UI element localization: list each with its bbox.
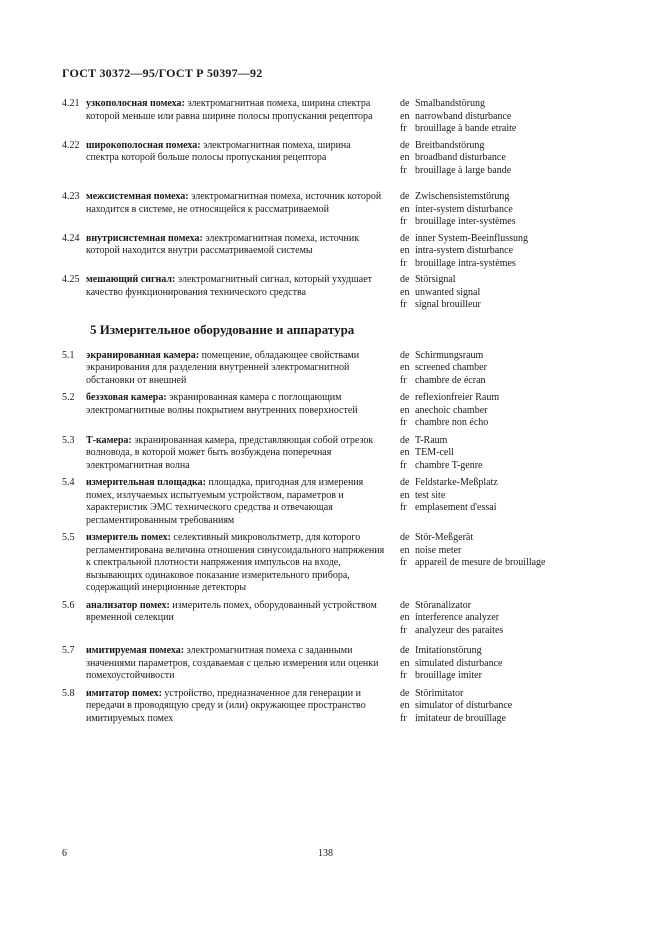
term-name: внутрисистемная помеха: <box>86 232 203 244</box>
entry-definition <box>86 233 386 271</box>
language-code: en <box>400 489 410 501</box>
term-entry <box>62 688 522 726</box>
translated-term: emplasement d'essai <box>415 502 497 513</box>
entry-number: 4.25 <box>62 274 80 285</box>
term-name: узкополосная помеха: <box>86 98 185 109</box>
translation-row <box>400 258 550 271</box>
translated-term: T-Raum <box>415 434 448 446</box>
translated-term: Imitationstörung <box>415 645 482 656</box>
translation-row <box>400 152 550 165</box>
translation-row <box>400 191 550 204</box>
translations <box>400 98 550 136</box>
language-code: de <box>400 274 410 285</box>
entry-number: 5.1 <box>62 349 75 361</box>
language-code: en <box>400 245 410 256</box>
translated-term: Breitbandstörung <box>415 139 485 151</box>
entry-definition <box>86 392 386 430</box>
term-name: широкополосная помеха: <box>86 139 201 151</box>
translations <box>400 477 550 527</box>
translations <box>400 600 550 638</box>
translation-row <box>400 140 550 153</box>
entry-number: 5.8 <box>62 687 75 699</box>
language-code: de <box>400 687 410 699</box>
translated-term: intra-system disturbance <box>415 245 514 256</box>
entry-number: 5.3 <box>62 434 75 446</box>
translated-term: Störimitator <box>415 687 464 699</box>
translation-row <box>400 490 550 503</box>
entry-number: 4.21 <box>62 98 80 109</box>
definition-text: электромагнитный сигнал, который ухудшает качество функционирования технического средства <box>86 274 373 298</box>
translations <box>400 191 550 229</box>
translated-term: screened chamber <box>415 362 487 373</box>
translated-term: interference analyzer <box>415 612 500 623</box>
entry-definition <box>86 688 386 726</box>
translation-row <box>400 612 550 625</box>
translated-term: Zwischensistemstörung <box>415 191 510 202</box>
term-entry <box>62 98 522 136</box>
translated-term: TEM-cell <box>415 447 454 458</box>
page-number-left: 6 <box>62 848 67 859</box>
term-group-4 <box>62 98 529 312</box>
entry-definition <box>86 350 386 388</box>
translated-term: brouillage à bande etraite <box>415 123 517 134</box>
language-code: de <box>400 532 410 543</box>
translation-row <box>400 216 550 229</box>
translated-term: brouillage à large bande <box>415 164 512 176</box>
language-code: en <box>400 657 410 669</box>
term-entry <box>62 140 522 178</box>
translation-row <box>400 460 550 473</box>
term-name: измерительная площадка: <box>86 477 206 488</box>
language-code: en <box>400 362 410 373</box>
term-entry <box>62 645 522 683</box>
translation-row <box>400 350 550 363</box>
language-code: de <box>400 599 410 611</box>
language-code: en <box>400 110 410 122</box>
translation-row <box>400 165 550 178</box>
language-code: fr <box>400 299 407 310</box>
term-entry <box>62 232 529 271</box>
translated-term: broadband disturbance <box>415 152 506 163</box>
language-code: de <box>400 232 410 244</box>
entry-number: 4.24 <box>62 232 80 244</box>
entry-number: 4.23 <box>62 191 80 202</box>
translated-term: chambre non écho <box>415 417 489 428</box>
language-code: en <box>400 447 410 458</box>
entry-number: 5.5 <box>62 532 75 543</box>
translation-row <box>400 111 550 124</box>
definition-text: электромагнитная помеха, ширина спектра которой больше полосы пропускания рецептора <box>86 139 351 163</box>
translated-term: brouillage imiter <box>415 670 482 681</box>
entry-definition <box>86 274 386 312</box>
language-code: de <box>400 191 410 202</box>
translated-term: brouillage intra-systèmes <box>415 257 516 269</box>
translated-term: inter-system disturbance <box>415 203 513 215</box>
language-code: de <box>400 392 410 403</box>
translated-term: Feldstarke-Meßplatz <box>415 477 498 488</box>
language-code: fr <box>400 123 407 134</box>
translation-row <box>400 98 550 111</box>
translated-term: reflexionfreier Raum <box>415 392 500 403</box>
term-name: имитируемая помеха: <box>86 645 185 656</box>
entry-number: 5.2 <box>62 392 75 403</box>
entry-definition <box>86 645 386 683</box>
page-number-center: 138 <box>318 848 333 859</box>
translation-row <box>400 417 550 430</box>
term-group-5 <box>62 349 546 726</box>
definition-text: измеритель помех, оборудованный устройством временной селекции <box>86 599 377 623</box>
language-code: de <box>400 139 410 151</box>
translation-row <box>400 245 550 258</box>
translations <box>400 233 550 271</box>
translation-row <box>400 557 550 570</box>
translation-row <box>400 405 550 418</box>
term-entry <box>62 274 522 312</box>
translated-term: Störsignal <box>415 274 456 285</box>
translation-row <box>400 477 550 490</box>
entry-definition <box>86 477 386 527</box>
term-entry <box>62 350 522 388</box>
entry-number: 4.22 <box>62 139 80 151</box>
definition-text: экранированная камера, представляющая собой отрезок волновода, в которой может быть возбуждена поперечная электромагнитная волна <box>86 434 374 471</box>
translated-term: simulated disturbance <box>415 657 503 669</box>
translated-term: Stör-Meßgerät <box>415 532 474 543</box>
language-code: en <box>400 203 410 215</box>
language-code: en <box>400 286 410 298</box>
translation-row <box>400 287 550 300</box>
translated-term: imitateur de brouillage <box>415 712 507 724</box>
language-code: fr <box>400 459 407 471</box>
term-name: мешающий сигнал: <box>86 274 176 285</box>
translations <box>400 392 550 430</box>
translations <box>400 274 550 312</box>
translation-row <box>400 502 550 515</box>
language-code: en <box>400 404 410 416</box>
term-entry <box>62 532 546 595</box>
language-code: fr <box>400 557 407 568</box>
translation-row <box>400 447 550 460</box>
definition-text: экранированная камера с поглощающим электромагнитные волны покрытием внутренних поверхностей <box>86 392 358 416</box>
translated-term: Störanalizator <box>415 599 472 611</box>
language-code: en <box>400 544 410 556</box>
language-code: en <box>400 700 410 711</box>
definition-text: электромагнитная помеха, источник которой находится внутри рассматриваемой системы <box>86 232 360 256</box>
document-header: ГОСТ 30372—95/ГОСТ Р 50397—92 <box>62 66 263 80</box>
translation-row <box>400 658 550 671</box>
language-code: fr <box>400 216 407 227</box>
entry-number: 5.7 <box>62 645 75 656</box>
translation-row <box>400 362 550 375</box>
translations <box>400 350 550 388</box>
translation-row <box>400 688 550 701</box>
language-code: de <box>400 98 410 109</box>
translated-term: brouillage inter-systèmes <box>415 216 516 227</box>
term-name: измеритель помех: <box>86 532 171 543</box>
translation-row <box>400 274 550 287</box>
term-name: Т-камера: <box>86 434 132 446</box>
translations <box>400 140 550 178</box>
definition-text: электромагнитная помеха, ширина спектра которой меньше или равна ширине полосы пропускания рецептора <box>86 98 373 122</box>
translation-row <box>400 600 550 613</box>
translated-term: inner System-Beeinflussung <box>415 232 529 244</box>
language-code: de <box>400 477 410 488</box>
translation-row <box>400 435 550 448</box>
translation-row <box>400 700 550 713</box>
translated-term: unwanted signal <box>415 286 481 298</box>
language-code: fr <box>400 257 407 269</box>
language-code: fr <box>400 670 407 681</box>
definition-text: электромагнитная помеха с заданными значениями параметров, создаваемая с целью измерения или оценки помехоустойчивости <box>86 645 379 681</box>
term-entry <box>62 392 522 430</box>
section-title: 5 Измерительное оборудование и аппаратура <box>90 321 355 337</box>
translated-term: narrowband disturbance <box>415 110 512 122</box>
term-name: экранированная камера: <box>86 349 200 361</box>
definition-text: устройство, предназначенное для генерации и передачи в проводящую среду и (или) окружающее пространство имитируемых помех <box>86 687 366 724</box>
translation-row <box>400 392 550 405</box>
translated-term: Schirmungsraum <box>415 349 484 361</box>
translated-term: simulator of disturbance <box>415 700 513 711</box>
translation-row <box>400 545 550 558</box>
entry-definition <box>86 435 386 473</box>
entry-number: 5.4 <box>62 477 75 488</box>
term-name: анализатор помех: <box>86 599 170 611</box>
term-entry <box>62 435 522 473</box>
translation-row <box>400 204 550 217</box>
entry-definition <box>86 140 386 178</box>
translated-term: chambre T-genre <box>415 459 483 471</box>
definition-text: помещение, обладающее свойствами экранирования для разделения внутренней электромагнитной обстановки от внешней <box>86 349 360 386</box>
definition-text: селективный микровольтметр, для которого регламентирована величина отношения синусоидального напряжения к спектральной плотности напряжения импульсов на входе, вызывающих одинаковое показание измерительного прибора, содержащий инерционные детекторы <box>86 532 385 593</box>
translated-term: noise meter <box>415 544 462 556</box>
translation-row <box>400 123 550 136</box>
term-name: имитатор помех: <box>86 687 162 699</box>
term-name: межсистемная помеха: <box>86 191 189 202</box>
language-code: fr <box>400 417 407 428</box>
translation-row <box>400 713 550 726</box>
term-entry <box>62 600 522 638</box>
translation-row <box>400 625 550 638</box>
entry-definition <box>86 191 386 229</box>
language-code: fr <box>400 624 407 636</box>
translation-row <box>400 375 550 388</box>
translated-term: anechoic chamber <box>415 404 488 416</box>
translated-term: signal brouilleur <box>415 299 481 310</box>
translation-row <box>400 532 550 545</box>
translated-term: analyzeur des paraites <box>415 624 504 636</box>
translated-term: test site <box>415 489 446 501</box>
definition-text: электромагнитная помеха, источник которой находится в системе, не относящейся к рассматриваемой <box>86 191 382 215</box>
language-code: fr <box>400 164 407 176</box>
language-code: fr <box>400 502 407 513</box>
language-code: fr <box>400 712 407 724</box>
entry-number: 5.6 <box>62 599 75 611</box>
language-code: de <box>400 349 410 361</box>
translation-row <box>400 670 550 683</box>
entry-definition <box>86 600 386 638</box>
term-entry <box>62 191 522 229</box>
translations <box>400 435 550 473</box>
entry-definition <box>86 532 386 595</box>
entry-definition <box>86 98 386 136</box>
translations <box>400 532 550 595</box>
translation-row <box>400 299 550 312</box>
translations <box>400 645 550 683</box>
language-code: de <box>400 434 410 446</box>
translations <box>400 688 550 726</box>
term-name: безэховая камера: <box>86 392 167 403</box>
language-code: de <box>400 645 410 656</box>
language-code: en <box>400 152 410 163</box>
translation-row <box>400 233 550 246</box>
definition-text: площадка, пригодная для измерения помех, излучаемых испытуемым устройством, параметров и характеристик ЭМС технического средства и отвечающая регламентированным требованиям <box>86 477 364 526</box>
translated-term: chambre de écran <box>415 374 486 386</box>
language-code: en <box>400 612 410 623</box>
translated-term: appareil de mesure de brouillage <box>415 557 546 568</box>
term-list <box>62 98 546 730</box>
translation-row <box>400 645 550 658</box>
term-entry <box>62 477 522 527</box>
translated-term: Smalbandstörung <box>415 98 485 109</box>
language-code: fr <box>400 374 407 386</box>
